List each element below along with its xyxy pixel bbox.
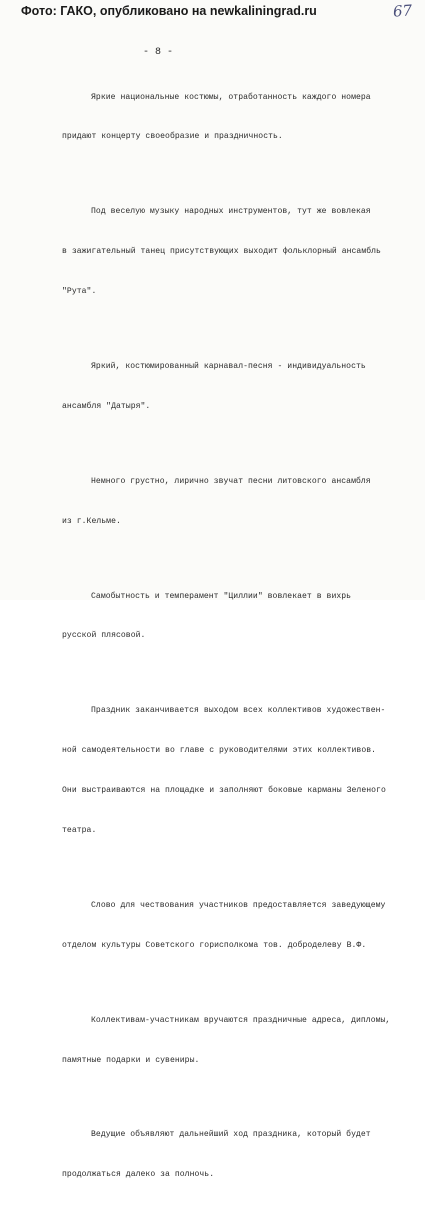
text-line: памятные подарки и сувениры. bbox=[62, 1055, 200, 1065]
paragraph bbox=[62, 872, 407, 978]
text-line: Яркие национальные костюмы, отработанность каждого номера bbox=[91, 92, 371, 102]
paragraph bbox=[62, 987, 407, 1093]
text-line: Праздник заканчивается выходом всех коллективов художествен- bbox=[91, 706, 386, 716]
text-line: Коллективам-участникам вручаются праздничные адреса, дипломы, bbox=[91, 1015, 391, 1025]
text-line: Немного грустно, лирично звучат песни литовского ансамбля bbox=[91, 476, 371, 486]
paragraph bbox=[62, 448, 407, 554]
watermark-caption: Фото: ГАКО, опубликовано на newkaliningrad.ru bbox=[21, 4, 317, 18]
text-line: Самобытность и темперамент "Циллии" вовлекает в вихрь bbox=[91, 591, 352, 601]
text-line: Яркий, костюмированный карнавал-песня - индивидуальность bbox=[91, 362, 366, 372]
text-line: "Рута". bbox=[62, 287, 97, 297]
document-body bbox=[62, 64, 407, 1217]
page-number: - 8 - bbox=[143, 47, 174, 58]
text-line: Ведущие объявляют дальнейший ход праздника, который будет bbox=[91, 1130, 371, 1140]
text-line: театра. bbox=[62, 825, 97, 835]
text-line: отделом культуры Советского горисполкома тов. доброделеву В.Ф. bbox=[62, 940, 367, 950]
paragraph bbox=[62, 179, 407, 325]
text-line: продолжаться далеко за полночь. bbox=[62, 1170, 215, 1180]
text-line: Слово для чествования участников предоставляется заведующему bbox=[91, 900, 386, 910]
paragraph bbox=[62, 64, 407, 170]
paragraph bbox=[62, 1102, 407, 1208]
text-line: ансамбля "Датыря". bbox=[62, 401, 151, 411]
paragraph bbox=[62, 678, 407, 864]
archive-page-number: 67 bbox=[392, 1, 413, 21]
text-line: русской плясовой. bbox=[62, 631, 146, 641]
text-line: Под веселую музыку народных инструментов, тут же вовлекая bbox=[91, 207, 371, 217]
text-line: в зажигательный танец присутствующих выходит фольклорный ансамбль bbox=[62, 247, 381, 257]
text-line: придают концерту своеобразие и праздничность. bbox=[62, 132, 283, 142]
paragraph bbox=[62, 333, 407, 439]
text-line: ной самодеятельности во главе с руководителями этих коллективов. bbox=[62, 746, 377, 756]
text-line: Они выстраиваются на площадке и заполняют боковые карманы Зеленого bbox=[62, 786, 386, 796]
text-line: из г.Кельме. bbox=[62, 516, 121, 526]
paragraph bbox=[62, 563, 407, 669]
